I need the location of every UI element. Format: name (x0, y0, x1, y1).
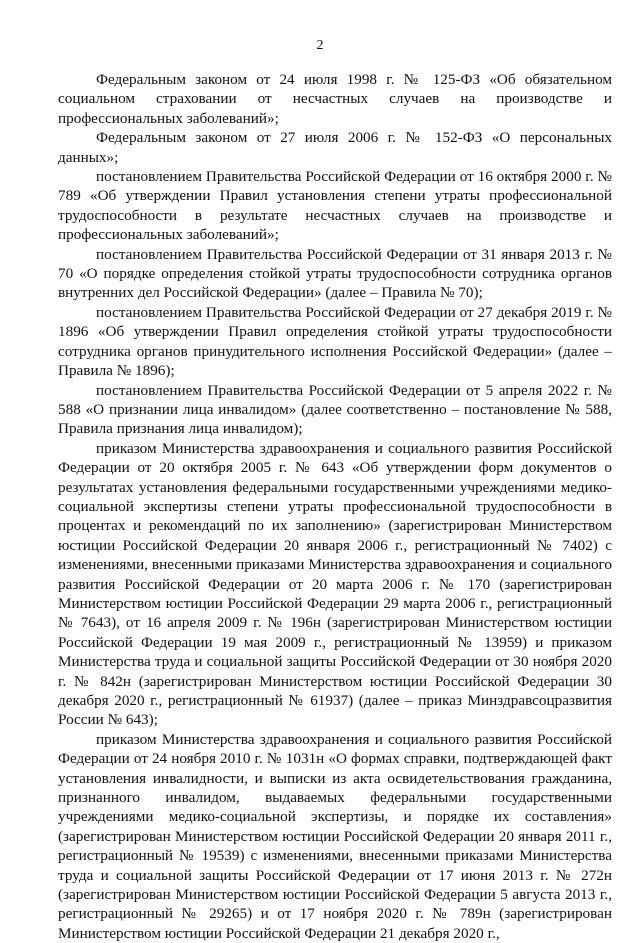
paragraph-order-1031n: приказом Министерства здравоохранения и социального развития Российской Федерации от 24 ноября 2010 г. № 1031н «О формах справки, подтверждающей факт установления инвалидности, и выписки из акта освидетельствования гражданина, признанного инвалидом, выдаваемых федеральными государственными учреждениями медико-социальной экспертизы, и порядке их составления» (зарегистрирован Министерством юстиции Российской Федерации 20 января 2011 г., регистрационный № 19539) с изменениями, внесенными приказами Министерства труда и социальной защиты Российской Федерации от 17 июня 2013 г. № 272н (зарегистрирован Министерством юстиции Российской Федерации 5 августа 2013 г., регистрационный № 29265) и от 17 ноября 2020 г. № 789н (зарегистрирован Министерством юстиции Российской Федерации 21 декабря 2020 г., (58, 730, 612, 942)
document-body (58, 70, 612, 943)
paragraph-resolution-70: постановлением Правительства Российской Федерации от 31 января 2013 г. № 70 «О порядке определения стойкой утраты трудоспособности сотрудника органов внутренних дел Российской Федерации» (далее – Правила № 70); (58, 245, 612, 302)
page-number: 2 (316, 38, 324, 53)
paragraph-resolution-789: постановлением Правительства Российской Федерации от 16 октября 2000 г. № 789 «Об утверждении Правил установления степени утраты профессиональной трудоспособности в результате несчастных случаев на производстве и профессиональных заболеваний»; (58, 168, 612, 244)
paragraph-resolution-1896: постановлением Правительства Российской Федерации от 27 декабря 2019 г. № 1896 «Об утверждении Правил определения стойкой утраты трудоспособности сотрудника органов принудительного исполнения Российской Федерации» (далее – Правила № 1896); (58, 303, 612, 380)
paragraph-federal-law-125: Федеральным законом от 24 июля 1998 г. № 125-ФЗ «Об обязательном социальном страховании от несчастных случаев на производстве и профессиональных заболеваний»; (58, 71, 612, 127)
paragraph-federal-law-152: Федеральным законом от 27 июля 2006 г. № 152-ФЗ «О персональных данных»; (58, 129, 612, 166)
paragraph-order-643: приказом Министерства здравоохранения и социального развития Российской Федерации от 20 октября 2005 г. № 643 «Об утверждении форм документов о результатах установления федеральными государственными учреждениями медико-социальной экспертизы степени утраты профессиональной трудоспособности в процентах и рекомендаций по их заполнению» (зарегистрирован Министерством юстиции Российской Федерации 20 января 2006 г., регистрационный № 7402) с изменениями, внесенными приказами Министерства здравоохранения и социального развития Российской Федерации от 20 марта 2006 г. № 170 (зарегистрирован Министерством юстиции Российской Федерации 29 марта 2006 г., регистрационный № 7643), от 16 апреля 2009 г. № 196н (зарегистрирован Министерством юстиции Российской Федерации 19 мая 2009 г., регистрационный № 13959) и приказом Министерства труда и социальной защиты Российской Федерации от 30 ноября 2020 г. № 842н (зарегистрирован Министерством юстиции Российской Федерации 30 декабря 2020 г., регистрационный № 61937) (далее – приказ Минздравсоцразвития России № 643); (58, 439, 612, 729)
paragraph-resolution-588: постановлением Правительства Российской Федерации от 5 апреля 2022 г. № 588 «О признании лица инвалидом» (далее соответственно – постановление № 588, Правила признания лица инвалидом); (58, 381, 612, 438)
